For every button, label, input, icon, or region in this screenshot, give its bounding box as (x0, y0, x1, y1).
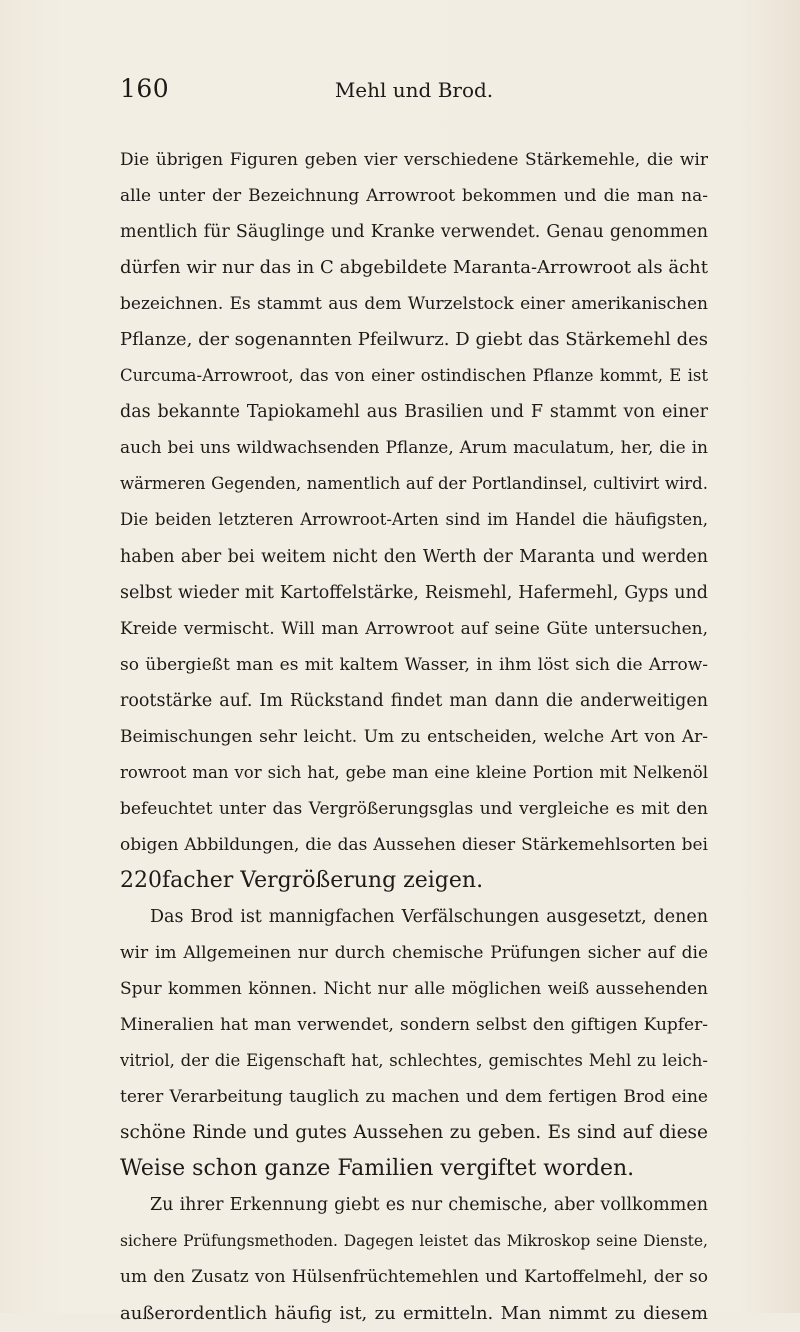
text-line: Beimischungen sehr leicht. Um zu entscheiden, welche Art von Ar- (120, 726, 708, 747)
text-line: so übergießt man es mit kaltem Wasser, in ihm löst sich die Arrow- (120, 654, 708, 675)
text-line: schöne Rinde und gutes Aussehen zu geben. Es sind auf diese (120, 1122, 708, 1144)
text-line: haben aber bei weitem nicht den Werth der Maranta und werden (120, 546, 708, 567)
text-line: Die beiden letzteren Arrowroot-Arten sind im Handel die häufigsten, (120, 510, 708, 530)
text-line: obigen Abbildungen, die das Aussehen dieser Stärkemehlsorten bei (120, 834, 708, 855)
text-line: befeuchtet unter das Vergrößerungsglas und vergleiche es mit den (120, 798, 708, 819)
text-line: Spur kommen können. Nicht nur alle möglichen weiß aussehenden (120, 979, 708, 1000)
running-title: Mehl und Brod. (334, 78, 494, 102)
text-line: sichere Prüfungsmethoden. Dagegen leistet das Mikroskop seine Dienste, (120, 1232, 708, 1251)
text-line: das bekannte Tapiokamehl aus Brasilien und F stammt von einer (120, 402, 708, 423)
page-header (120, 74, 708, 114)
text-line: Zu ihrer Erkennung giebt es nur chemische, aber vollkommen (150, 1195, 708, 1216)
text-line: mentlich für Säuglinge und Kranke verwendet. Genau genommen (120, 222, 708, 243)
body-text (120, 142, 708, 1332)
text-line: bezeichnen. Es stammt aus dem Wurzelstock einer amerikanischen (120, 294, 708, 315)
text-line: 220facher Vergrößerung zeigen. (120, 867, 484, 893)
text-line: wärmeren Gegenden, namentlich auf der Portlandinsel, cultivirt wird. (120, 474, 708, 494)
text-line: wir im Allgemeinen nur durch chemische Prüfungen sicher auf die (120, 943, 708, 964)
text-line: Pflanze, der sogenannten Pfeilwurz. D giebt das Stärkemehl des (120, 329, 708, 351)
text-line: Kreide vermischt. Will man Arrowroot auf seine Güte untersuchen, (120, 618, 708, 639)
text-line: Weise schon ganze Familien vergiftet worden. (120, 1156, 635, 1182)
text-line: Curcuma-Arrowroot, das von einer ostindischen Pflanze kommt, E ist (120, 366, 708, 386)
text-line: auch bei uns wildwachsenden Pflanze, Arum maculatum, her, die in (120, 438, 708, 459)
text-line: vitriol, der die Eigenschaft hat, schlechtes, gemischtes Mehl zu leich- (120, 1051, 708, 1071)
text-line: rootstärke auf. Im Rückstand findet man dann die anderweitigen (120, 690, 708, 711)
text-line: rowroot man vor sich hat, gebe man eine kleine Portion mit Nelkenöl (120, 762, 708, 782)
text-line: terer Verarbeitung tauglich zu machen und dem fertigen Brod eine (120, 1087, 708, 1108)
text-line: alle unter der Bezeichnung Arrowroot bekommen und die man na- (120, 186, 708, 207)
text-line: Mineralien hat man verwendet, sondern selbst den giftigen Kupfer- (120, 1015, 708, 1036)
text-line: Die übrigen Figuren geben vier verschiedene Stärkemehle, die wir (120, 150, 708, 170)
text-line: um den Zusatz von Hülsenfrüchtemehlen und Kartoffelmehl, der so (120, 1267, 708, 1288)
text-line: dürfen wir nur das in C abgebildete Maranta-Arrowroot als ächt (120, 257, 708, 279)
page-number: 160 (120, 74, 170, 103)
text-line: selbst wieder mit Kartoffelstärke, Reismehl, Hafermehl, Gyps und (120, 582, 708, 603)
text-line: Das Brod ist mannigfachen Verfälschungen ausgesetzt, denen (150, 906, 708, 927)
text-line: außerordentlich häufig ist, zu ermitteln. Man nimmt zu diesem (120, 1302, 708, 1324)
